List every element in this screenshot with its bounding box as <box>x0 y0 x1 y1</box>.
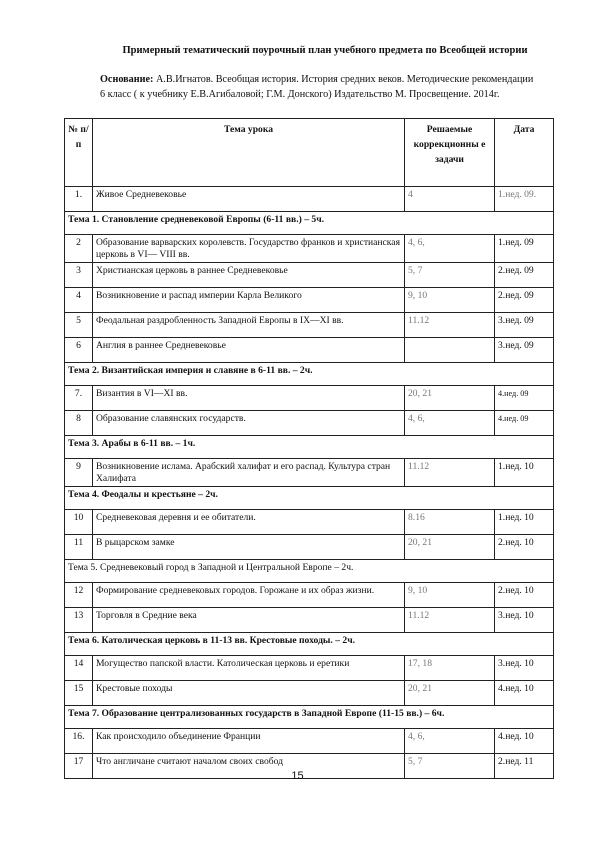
lesson-number: 16. <box>65 729 93 754</box>
lesson-date: 1.нед. 10 <box>495 459 554 487</box>
lesson-tasks: 4, 6, <box>405 235 495 263</box>
lesson-topic: Образование славянских государств. <box>93 411 405 436</box>
lesson-topic: Англия в раннее Средневековье <box>93 338 405 363</box>
lesson-topic: Как происходило объединение Франции <box>93 729 405 754</box>
header-date: Дата <box>495 119 554 187</box>
lesson-tasks: 20, 21 <box>405 386 495 411</box>
lesson-number: 6 <box>65 338 93 363</box>
table-row <box>65 459 554 487</box>
lesson-number: 7. <box>65 386 93 411</box>
lesson-tasks: 17, 18 <box>405 656 495 681</box>
lesson-number: 15 <box>65 681 93 706</box>
table-row <box>65 729 554 754</box>
section-row <box>65 363 554 386</box>
table-row <box>65 235 554 263</box>
basis-label: Основание: <box>100 74 154 85</box>
lesson-topic: Образование варварских королевств. Государство франков и христианская церковь в VI— VIII вв. <box>93 235 405 263</box>
page-number: 15 <box>291 770 304 782</box>
lesson-number: 1. <box>65 187 93 212</box>
lesson-topic: Живое Средневековье <box>93 187 405 212</box>
document-title: Примерный тематический поурочный план учебного предмета по Всеобщей истории <box>122 45 528 56</box>
section-title: Тема 2. Византийская империя и славяне в 6-11 вв. – 2ч. <box>65 363 554 386</box>
lesson-number: 3 <box>65 263 93 288</box>
lesson-number: 9 <box>65 459 93 487</box>
lesson-topic: Крестовые походы <box>93 681 405 706</box>
lesson-topic: Что англичане считают началом своих свобод <box>93 754 405 779</box>
lesson-topic: Формирование средневековых городов. Горожане и их образ жизни. <box>93 583 405 608</box>
lesson-date: 2.нед. 10 <box>495 535 554 560</box>
lesson-tasks: 11.12 <box>405 608 495 633</box>
table-row <box>65 263 554 288</box>
table-row <box>65 411 554 436</box>
lesson-number: 5 <box>65 313 93 338</box>
section-title: Тема 4. Феодалы и крестьяне – 2ч. <box>65 487 554 510</box>
lesson-number: 13 <box>65 608 93 633</box>
lesson-topic: Византия в VI—XI вв. <box>93 386 405 411</box>
lesson-topic: Феодальная раздробленность Западной Европы в IX—XI вв. <box>93 313 405 338</box>
lesson-topic: Возникновение и распад империи Карла Великого <box>93 288 405 313</box>
table-row <box>65 386 554 411</box>
lesson-tasks: 11.12 <box>405 313 495 338</box>
section-row <box>65 706 554 729</box>
table-row <box>65 338 554 363</box>
lesson-tasks: 20, 21 <box>405 681 495 706</box>
lesson-number: 4 <box>65 288 93 313</box>
table-body <box>65 187 554 779</box>
section-row <box>65 560 554 583</box>
lesson-date: 2.нед. 11 <box>495 754 554 779</box>
lesson-tasks <box>405 338 495 363</box>
lesson-plan-table <box>64 118 554 779</box>
lesson-number: 2 <box>65 235 93 263</box>
table-row <box>65 681 554 706</box>
lesson-number: 14 <box>65 656 93 681</box>
header-num: № п/п <box>65 119 93 187</box>
header-tasks: Решаемые коррекционны е задачи <box>405 119 495 187</box>
lesson-topic: Торговля в Средние века <box>93 608 405 633</box>
lesson-date: 3.нед. 09 <box>495 313 554 338</box>
lesson-topic: Могущество папской власти. Католическая церковь и еретики <box>93 656 405 681</box>
table-row <box>65 656 554 681</box>
lesson-date: 2.нед. 09 <box>495 263 554 288</box>
lesson-number: 12 <box>65 583 93 608</box>
lesson-date: 3.нед. 09 <box>495 338 554 363</box>
lesson-tasks: 4, 6, <box>405 729 495 754</box>
lesson-tasks: 11.12 <box>405 459 495 487</box>
lesson-date: 2.нед. 10 <box>495 583 554 608</box>
lesson-date: 4.нед. 10 <box>495 729 554 754</box>
lesson-tasks: 4, 6, <box>405 411 495 436</box>
lesson-tasks: 4 <box>405 187 495 212</box>
lesson-tasks: 20, 21 <box>405 535 495 560</box>
lesson-number: 10 <box>65 510 93 535</box>
lesson-date: 1.нед. 09 <box>495 235 554 263</box>
section-title: Тема 5. Средневековый город в Западной и Центральной Европе – 2ч. <box>65 560 554 583</box>
section-title: Тема 1. Становление средневековой Европы (6-11 вв.) – 5ч. <box>65 212 554 235</box>
lesson-topic: Средневековая деревня и ее обитатели. <box>93 510 405 535</box>
section-row <box>65 487 554 510</box>
basis-paragraph <box>100 73 540 102</box>
lesson-topic: Возникновение ислама. Арабский халифат и его распад. Культура стран Халифата <box>93 459 405 487</box>
lesson-date: 4.нед. 09 <box>495 386 554 411</box>
section-row <box>65 212 554 235</box>
lesson-topic: В рыцарском замке <box>93 535 405 560</box>
lesson-tasks: 9, 10 <box>405 583 495 608</box>
lesson-tasks: 5, 7 <box>405 263 495 288</box>
table-header-row <box>65 119 554 187</box>
lesson-date: 4.нед. 09 <box>495 411 554 436</box>
section-title: Тема 3. Арабы в 6-11 вв. – 1ч. <box>65 436 554 459</box>
table-row <box>65 608 554 633</box>
lesson-date: 1.нед. 10 <box>495 510 554 535</box>
table-row <box>65 288 554 313</box>
lesson-number: 17 <box>65 754 93 779</box>
lesson-topic: Христианская церковь в раннее Средневековье <box>93 263 405 288</box>
lesson-date: 2.нед. 09 <box>495 288 554 313</box>
table-row <box>65 535 554 560</box>
table-row <box>65 510 554 535</box>
lesson-date: 1.нед. 09. <box>495 187 554 212</box>
lesson-date: 3.нед. 10 <box>495 608 554 633</box>
basis-text: А.В.Игнатов. Всеобщая история. История средних веков. Методические рекомендации 6 класс ( к учебнику Е.В.Агибаловой; Г.М. Донского) Издательство М. Просвещение. 2014г. <box>100 74 534 100</box>
lesson-tasks: 9, 10 <box>405 288 495 313</box>
section-title: Тема 7. Образование централизованных государств в Западной Европе (11-15 вв.) – 6ч. <box>65 706 554 729</box>
section-row <box>65 633 554 656</box>
lesson-date: 3.нед. 10 <box>495 656 554 681</box>
table-row <box>65 583 554 608</box>
lesson-tasks: 8.16 <box>405 510 495 535</box>
lesson-number: 11 <box>65 535 93 560</box>
lesson-date: 4.нед. 10 <box>495 681 554 706</box>
table-row <box>65 313 554 338</box>
lesson-number: 8 <box>65 411 93 436</box>
table-row <box>65 187 554 212</box>
lesson-tasks: 5, 7 <box>405 754 495 779</box>
header-topic: Тема урока <box>93 119 405 187</box>
section-row <box>65 436 554 459</box>
section-title: Тема 6. Католическая церковь в 11-13 вв. Крестовые походы. – 2ч. <box>65 633 554 656</box>
